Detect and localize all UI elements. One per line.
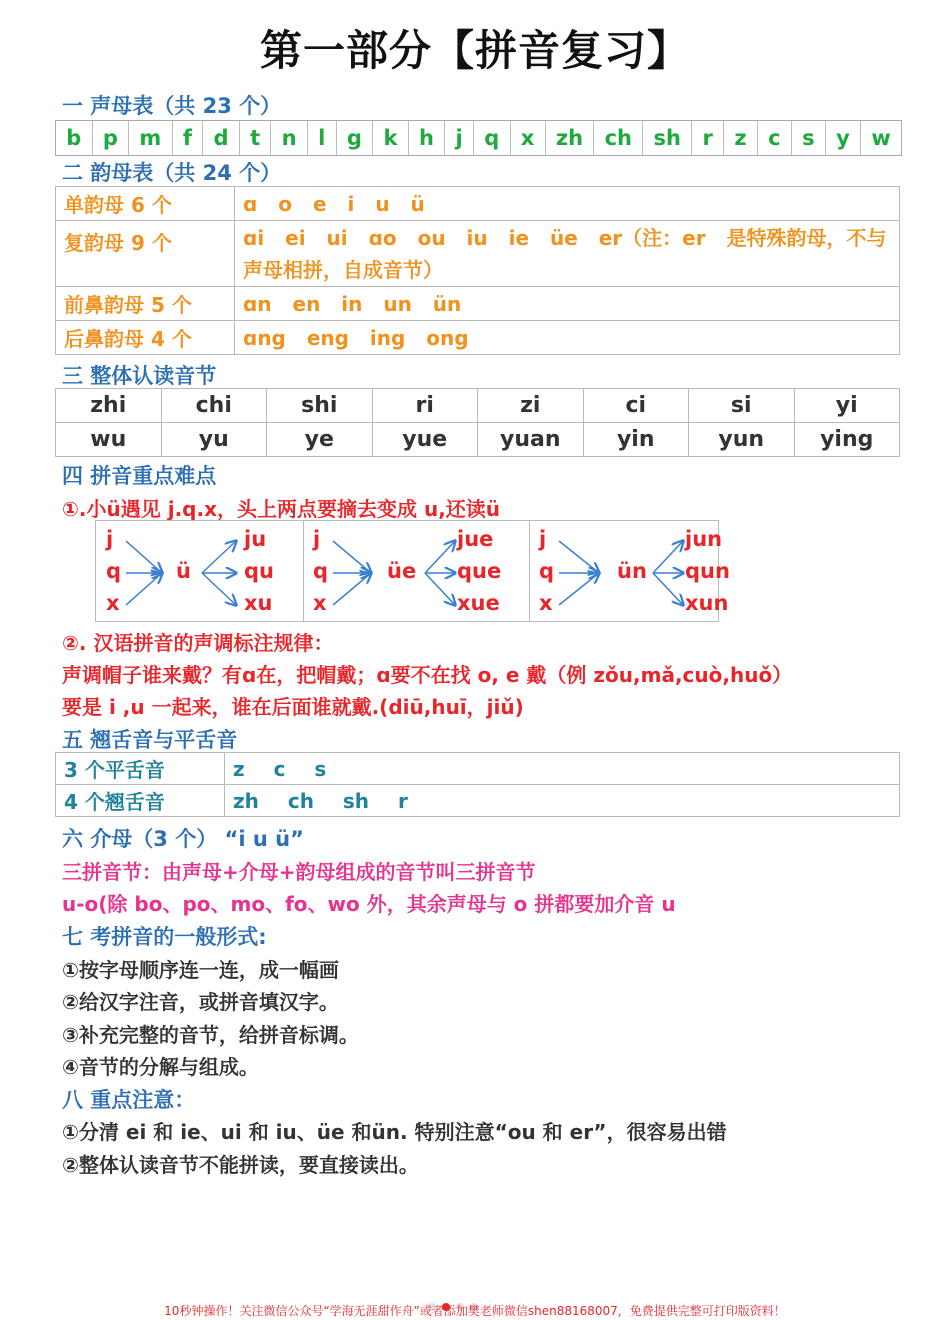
diagram-result: jue [457,527,494,551]
tongue-row [56,785,900,817]
initial-cell: l [308,121,337,155]
u-o-rule: u-o(除 bo、po、mo、fo、wo 外，其余声母与 o 拼都要加介音 u [62,892,676,916]
diagram-initial: x [313,591,327,615]
diagram-result: xu [244,591,273,615]
rule-tone-line2: 要是 i ,u 一起来，谁在后面谁就戴.(diū,huī，jiǔ) [62,695,524,719]
exam-form-item: ②给汉字注音，或拼音填汉字。 [62,990,339,1014]
syllable-cell: yu [161,423,267,457]
diagram-initial: j [539,527,547,551]
diagram-result: xue [457,591,500,615]
arrow-in [333,573,371,605]
initial-cell: x [511,121,546,155]
initial-cell: y [826,121,861,155]
initial-cell: t [240,121,272,155]
syllable-cell: ye [267,423,373,457]
syllable-row [56,389,900,423]
syllable-cell: zi [478,389,584,423]
section-heading-medials: 六 介母（3 个） “i u ü” [62,827,304,851]
syllable-cell: yun [689,423,795,457]
section-heading-finals: 二 韵母表（共 24 个） [62,161,282,185]
whole-syllables-table [55,388,900,457]
arrow-out [425,541,455,573]
diagram-result: que [457,559,502,583]
tongue-row-values: zh ch sh r [225,785,900,817]
finals-row [56,187,900,221]
initial-cell: w [871,126,891,150]
rule-tone-line1: 声调帽子谁来戴？有ɑ在，把帽戴；ɑ要不在找 o, e 戴（例 zǒu,mǎ,cuò,huǒ） [62,663,793,687]
triple-syllable-definition: 三拼音节：由声母+介母+韵母组成的音节叫三拼音节 [62,860,536,884]
finals-row [56,221,900,287]
initial-cell: ch [594,121,643,155]
exam-form-item: ④音节的分解与组成。 [62,1055,259,1079]
initial-cell: f [173,121,204,155]
section-heading-notes: 八 重点注意： [62,1088,196,1112]
syllable-cell: ying [794,423,900,457]
tongue-row-label: 3 个平舌音 [56,753,225,785]
section-heading-key-points: 四 拼音重点难点 [62,464,217,488]
initial-cell: q [474,121,511,155]
arrow-in [559,541,599,573]
section-heading-exam-forms: 七 考拼音的一般形式: [62,925,267,949]
initial-cell: z [724,121,758,155]
finals-row-values: ɑ o e i u ü [235,187,900,221]
arrow-out [653,541,683,573]
umlaut-diagram [95,520,730,622]
diagram-result: jun [685,527,723,551]
syllable-cell: ci [583,389,689,423]
initial-cell: zh [546,121,595,155]
initial-cell: g [337,121,374,155]
diagram-final: ü [176,559,191,583]
finals-row-values: ɑng eng ing ong [235,321,900,355]
diagram-initial: q [539,559,555,583]
initial-cell: p [93,121,130,155]
diagram-initial: x [539,591,553,615]
arrow-out [653,573,683,605]
tongue-row-label: 4 个翘舌音 [56,785,225,817]
initial-cell: b [56,121,93,155]
exam-form-item: ③补充完整的音节，给拼音标调。 [62,1023,359,1047]
arrow-out [425,573,455,605]
diagram-result: ju [244,527,267,551]
syllable-row [56,423,900,457]
initial-cell: n [271,121,307,155]
tongue-table [55,752,900,817]
arrow-in [126,541,162,573]
syllable-cell: yi [794,389,900,423]
initial-cell: m [129,121,172,155]
finals-row [56,321,900,355]
syllable-cell: wu [56,423,162,457]
arrow-out [202,541,236,573]
finals-row-values: ɑn en in un ün [235,287,900,321]
initial-cell: h [409,121,445,155]
finals-row-values: ɑi ei ui ɑo ou iu ie üe er（注：er 是特殊韵母，不与声母相拼，自成音节） [235,221,900,287]
diagram-initial: j [313,527,321,551]
note-item: ②整体认读音节不能拼读，要直接读出。 [62,1153,419,1177]
finals-row [56,287,900,321]
section-heading-tongue: 五 翘舌音与平舌音 [62,728,238,752]
initial-cell: s [792,121,826,155]
initial-cell: r [692,121,724,155]
syllable-cell: zhi [56,389,162,423]
diagram-initial: q [313,559,329,583]
finals-row-label: 前鼻韵母 5 个 [56,287,235,321]
initial-cell: j [445,121,474,155]
finals-table [55,186,900,355]
diagram-result: xun [685,591,729,615]
arrow-in [126,573,162,605]
syllable-cell: si [689,389,795,423]
finals-row-label: 后鼻韵母 4 个 [56,321,235,355]
syllable-cell: yue [372,423,478,457]
tongue-row-values: z c s [225,753,900,785]
note-item: ①分清 ei 和 ie、ui 和 iu、üe 和ün. 特别注意“ou 和 er”，很容易出错 [62,1120,727,1144]
diagram-result: qun [685,559,730,583]
page-title: 第一部分【拼音复习】 [259,26,690,75]
rule-tone-title: ②. 汉语拼音的声调标注规律： [62,631,334,655]
diagram-final: ün [617,559,647,583]
initial-cell: sh [643,121,692,155]
footer-note: 10秒钟操作！关注微信公众号“学海无涯甜作舟”或者添加樊老师微信shen88168007，免费提供完整可打印版资料！ [164,1304,786,1318]
rule-umlaut: ①.小ü遇见 j.q.x，头上两点要摘去变成 u,还读ü [62,497,501,521]
syllable-cell: chi [161,389,267,423]
syllable-cell: ri [372,389,478,423]
arrow-in [559,573,599,605]
syllable-cell: shi [267,389,373,423]
diagram-initial: j [106,527,114,551]
exam-form-item: ①按字母顺序连一连，成一幅画 [62,958,339,982]
syllable-cell: yuan [478,423,584,457]
section-heading-whole-syllables: 三 整体认读音节 [62,364,217,388]
diagram-result: qu [244,559,274,583]
diagram-initial: x [106,591,120,615]
initial-cell: d [203,121,240,155]
initials-strip [55,120,902,156]
initial-cell: c [758,121,792,155]
arrow-in [333,541,371,573]
diagram-initial: q [106,559,122,583]
finals-row-label: 复韵母 9 个 [56,221,235,287]
finals-row-label: 单韵母 6 个 [56,187,235,221]
syllable-cell: yin [583,423,689,457]
section-heading-initials: 一 声母表（共 23 个） [62,94,282,118]
arrow-out [202,573,236,605]
diagram-final: üe [387,559,417,583]
tongue-row [56,753,900,785]
initial-cell: k [373,121,409,155]
